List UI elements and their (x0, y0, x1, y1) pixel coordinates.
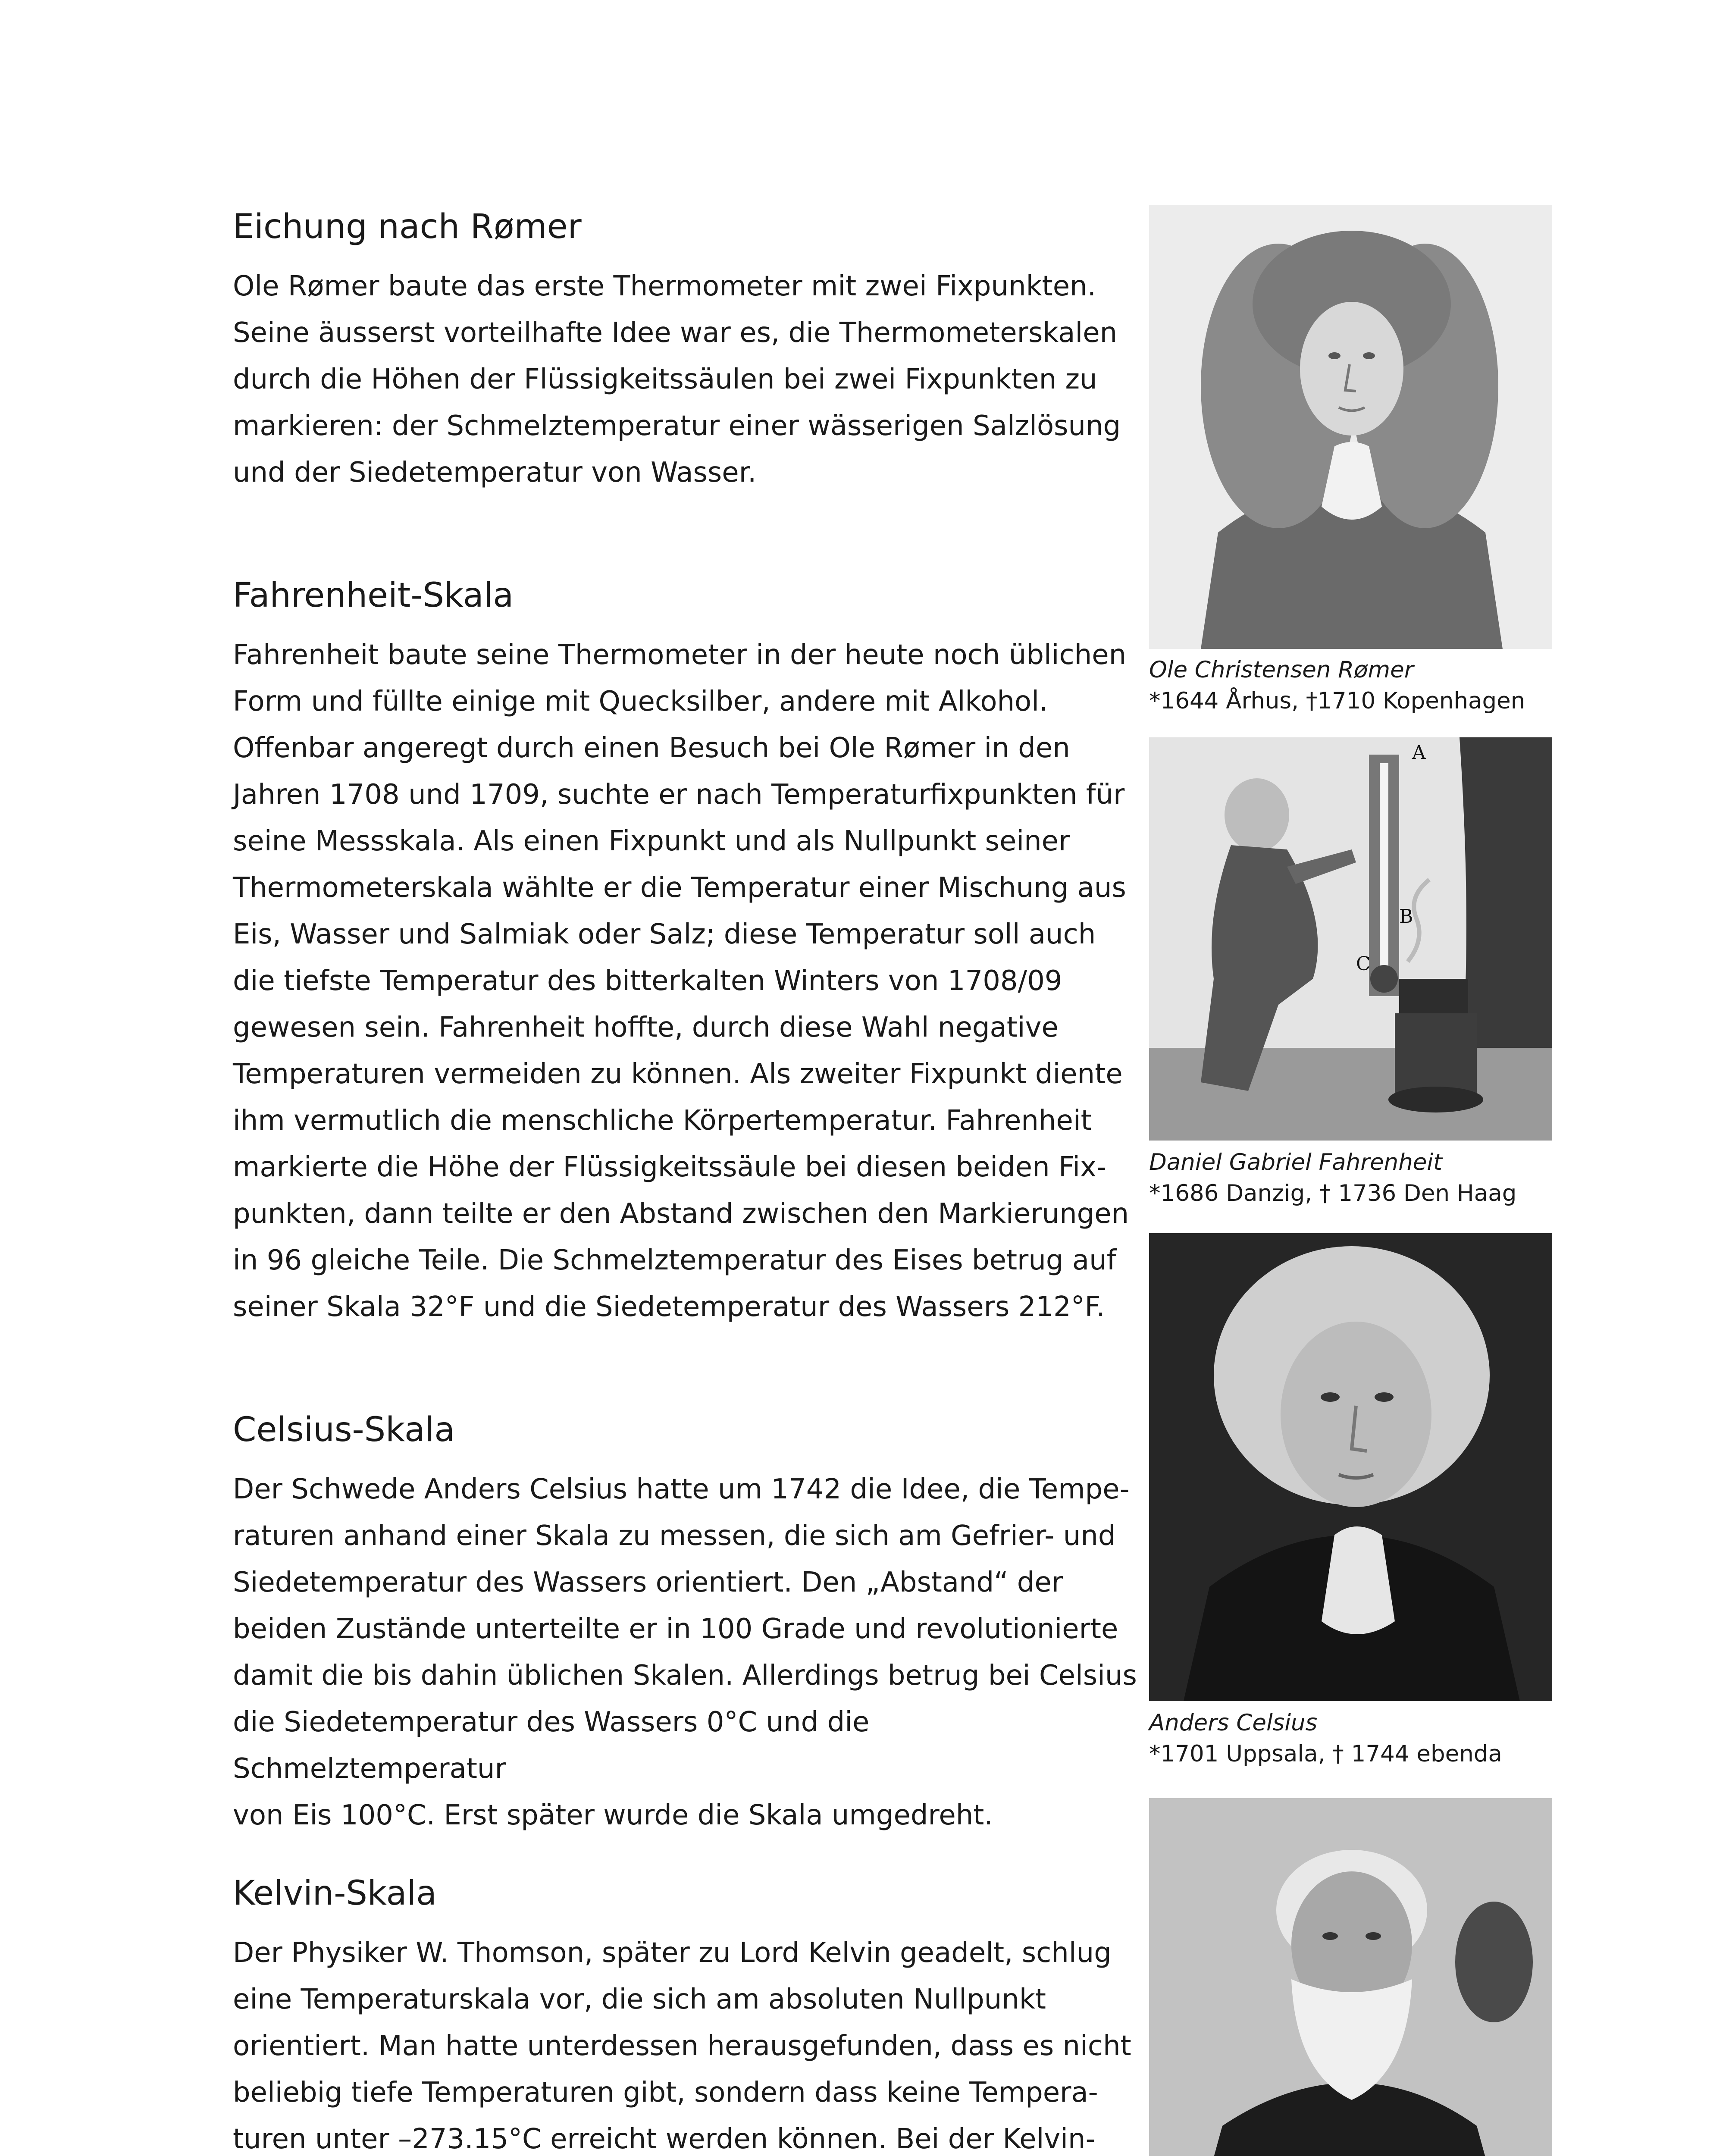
caption-life: *1644 Århus, †1710 Kopenhagen (1149, 688, 1525, 714)
section-heading: Fahrenheit-Skala (233, 576, 514, 615)
portrait-kelvin (1149, 1798, 1552, 2156)
portrait-caption-roemer (1149, 655, 1623, 717)
section-celsius (233, 1410, 1147, 1839)
portrait-celsius (1149, 1233, 1552, 1701)
caption-name: Ole Christensen Rømer (1149, 657, 1414, 683)
engraving-label-c: C (1356, 953, 1371, 975)
section-fahrenheit (233, 576, 1147, 1330)
portrait-caption-celsius (1149, 1708, 1623, 1770)
portrait-fahrenheit (1149, 737, 1552, 1141)
section-heading: Eichung nach Rømer (233, 207, 582, 246)
section-text: Der Physiker W. Thomson, später zu Lord Kelvin geadelt, schlug eine Temperaturskala vor, die sich am absoluten Nullpunkt orientiert. Man hatte unterdessen herausgefunden, dass es nicht beliebig tiefe Temperaturen gibt, sondern dass keine Tempera- turen unter –273.15°C erreicht werden können. Bei der Kelvin- (233, 1937, 1131, 2155)
engraving-label-a: A (1412, 742, 1426, 764)
caption-life: *1686 Danzig, † 1736 Den Haag (1149, 1180, 1517, 1206)
section-text: Der Schwede Anders Celsius hatte um 1742 die Idee, die Tempe- raturen anhand einer Skala zu messen, die sich am Gefrier- und Siedetemperatur des Wassers orientiert. Den „Abstand“ der beiden Zustände unterteilte er in 100 Grade und revolutionierte damit die bis dahin üblichen Skalen. Allerdings betrug bei Celsius die Siedetemperatur des Wassers 0°C und die Schmelztemperatur von Eis 100°C. Erst später wurde die Skala umgedreht. (233, 1473, 1137, 1831)
caption-life: *1701 Uppsala, † 1744 ebenda (1149, 1741, 1502, 1767)
section-heading: Celsius-Skala (233, 1410, 455, 1449)
section-kelvin (233, 1874, 1147, 2156)
portrait-roemer (1149, 205, 1552, 649)
section-roemer (233, 207, 1147, 496)
engraving-label-b: B (1399, 906, 1413, 928)
caption-name: Daniel Gabriel Fahrenheit (1149, 1149, 1442, 1175)
section-heading: Kelvin-Skala (233, 1874, 437, 1913)
portrait-caption-fahrenheit (1149, 1147, 1623, 1209)
section-text: Fahrenheit baute seine Thermometer in der heute noch üblichen Form und füllte einige mit Quecksilber, andere mit Alkohol. Offenbar angeregt durch einen Besuch bei Ole Rømer in den Jahren 1708 und 1709, suchte er nach Temperaturfixpunkten für seine Messskala. Als einen Fixpunkt und als Nullpunkt seiner Thermometerskala wählte er die Temperatur einer Mischung aus Eis, Wasser und Salmiak oder Salz; diese Temperatur soll auch die tiefste Temperatur des bitterkalten Winters von 1708/09 gewesen sein. Fahrenheit hoffte, durch diese Wahl negative Temperaturen vermeiden zu können. Als zweiter Fixpunkt diente ihm vermutlich die menschliche Körpertemperatur. Fahrenheit markierte die Höhe der Flüssigkeitssäule bei diesen beiden Fix- punkten, dann teilte er den Abstand zwischen den Markierungen in 96 gleiche Teile. Die Schmelztemperatur des Eises betrug auf seiner Skala 32°F und die Siedetemperatur des Wassers 212°F. (233, 639, 1129, 1323)
caption-name: Anders Celsius (1149, 1710, 1318, 1736)
section-text: Ole Rømer baute das erste Thermometer mit zwei Fixpunkten. Seine äusserst vorteilhafte Idee war es, die Thermometerskalen durch die Höhen der Flüssigkeitssäulen bei zwei Fixpunkten zu markieren: der Schmelztemperatur einer wässerigen Salzlösung und der Siedetemperatur von Wasser. (233, 270, 1121, 489)
